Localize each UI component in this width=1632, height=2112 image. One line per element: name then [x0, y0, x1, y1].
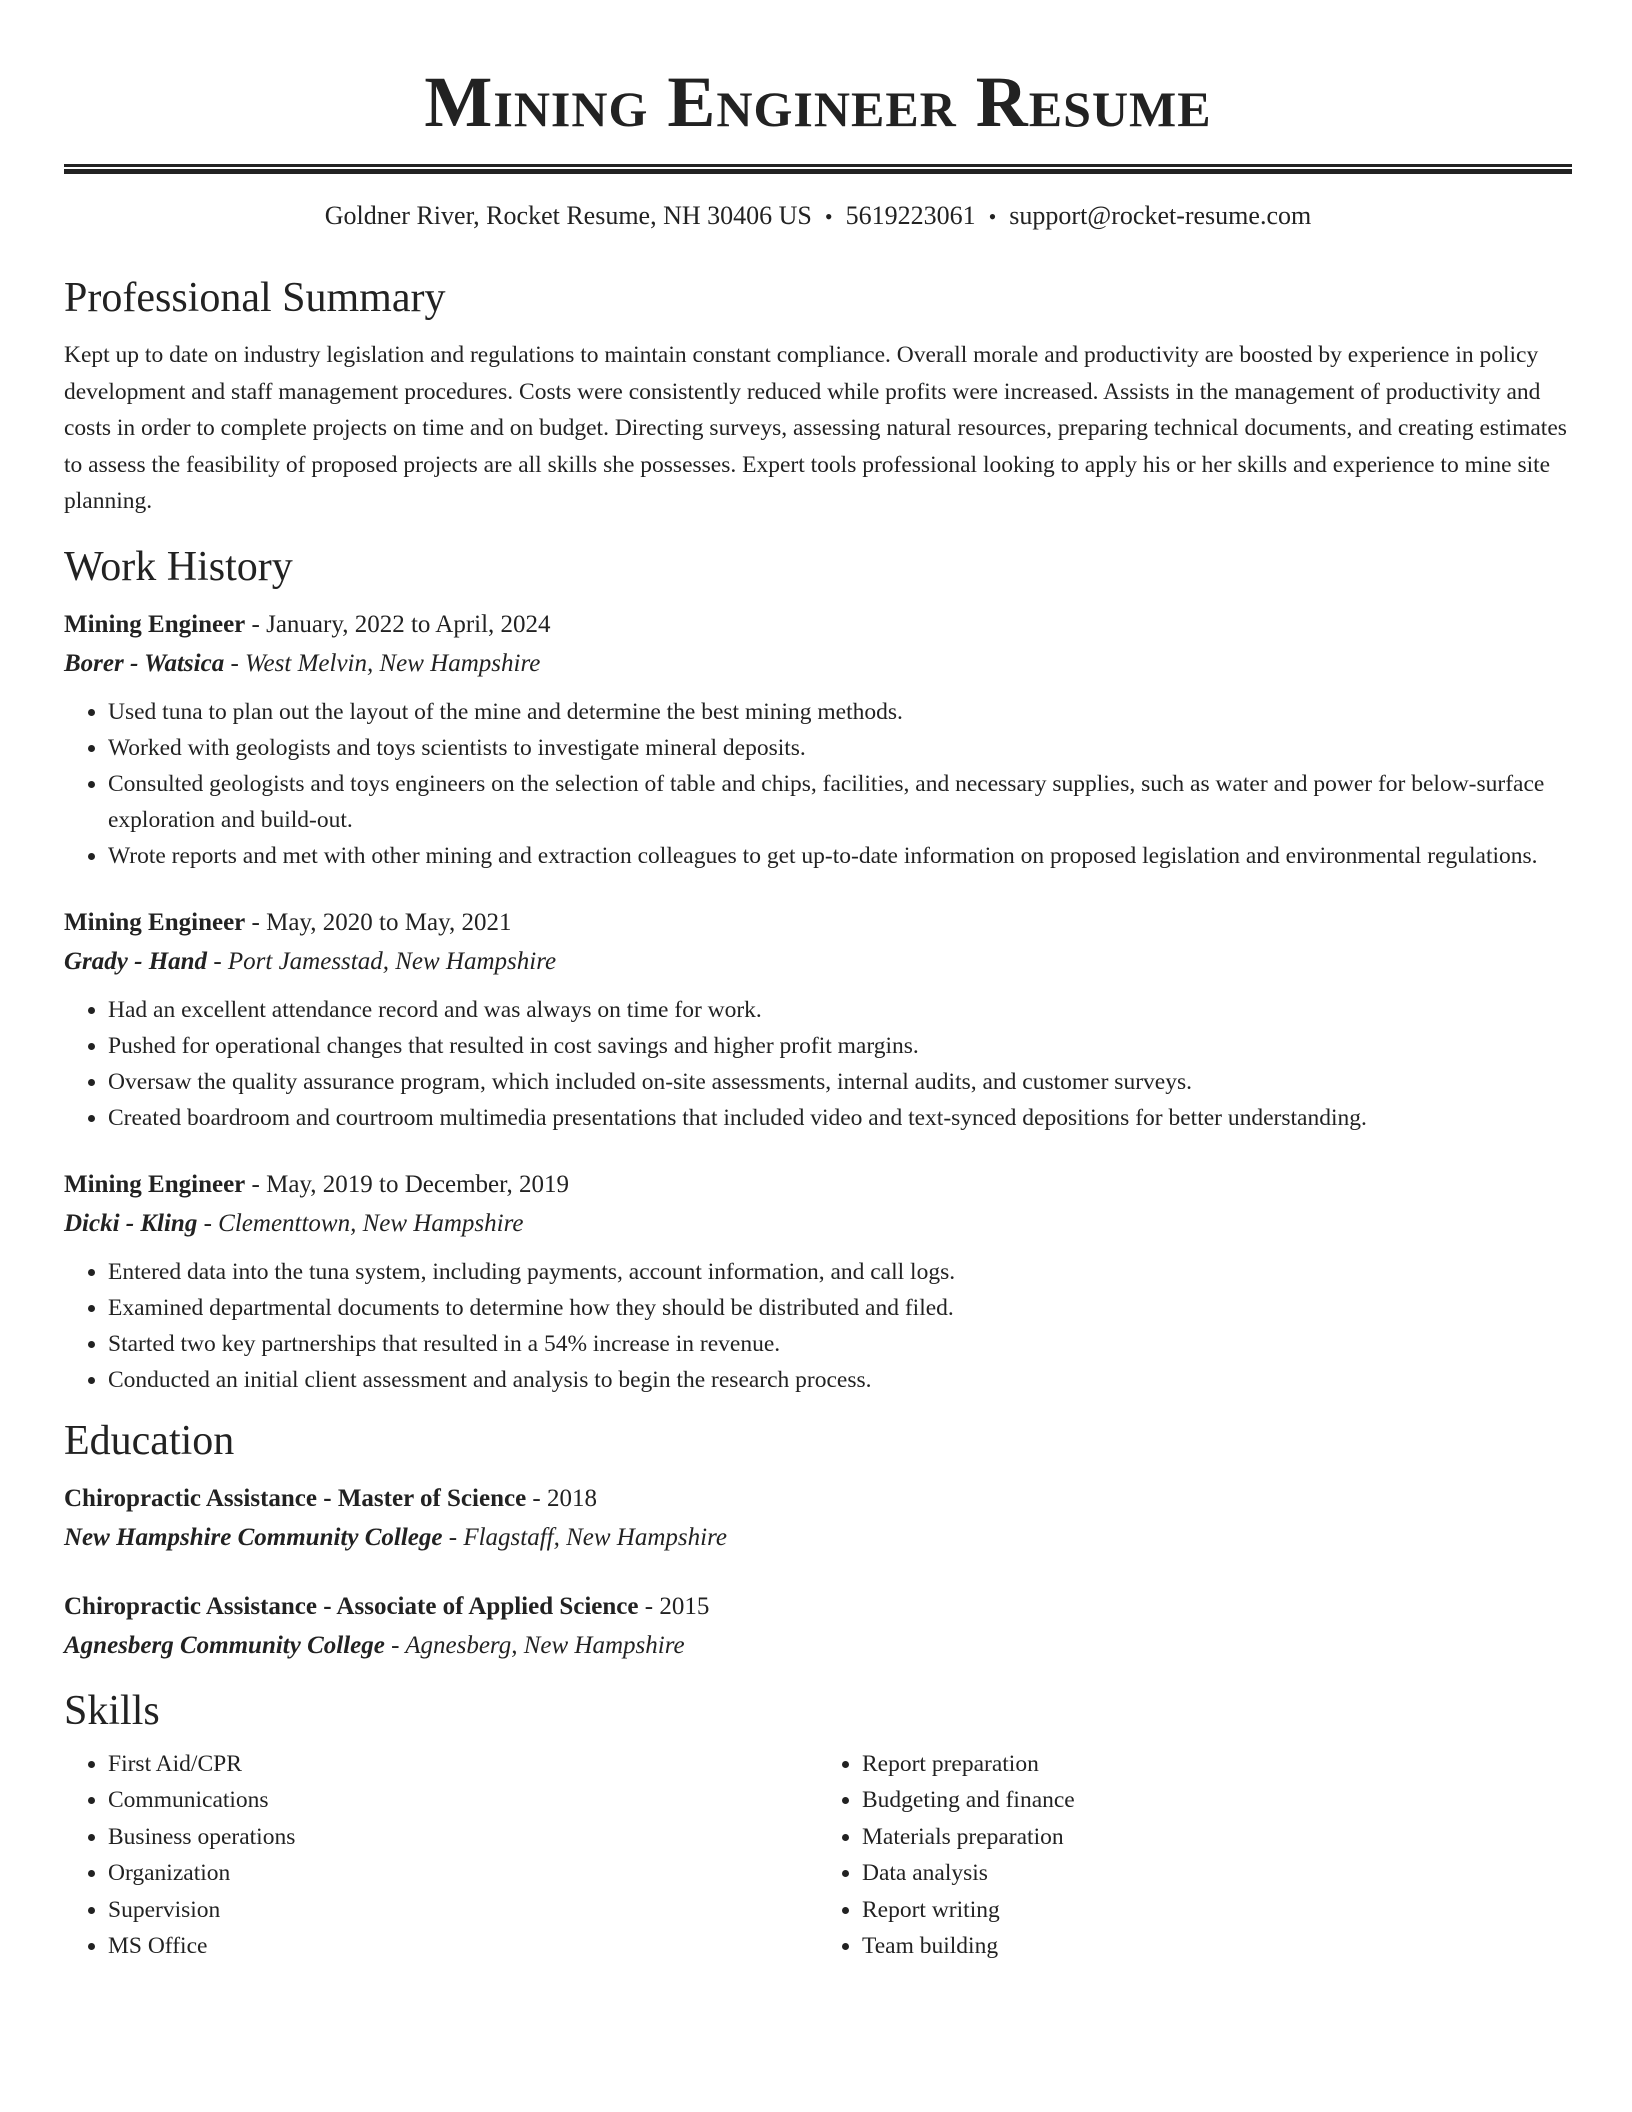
- job-title: Mining Engineer: [64, 908, 246, 936]
- job-bullet: • Consulted geologists and toys engineers on the selection of table and chips, facilities, and necessary supplies, such as water and power for below-surface exploration and build-out.: [108, 766, 1572, 838]
- skill-item: • Report preparation: [862, 1746, 1572, 1783]
- job-entry: [64, 904, 1572, 1136]
- job-location: - Clementtown, New Hampshire: [197, 1209, 524, 1237]
- job-title: Mining Engineer: [64, 1170, 246, 1198]
- resume-page: [64, 0, 1572, 1965]
- education-location: - Flagstaff, New Hampshire: [442, 1523, 727, 1551]
- job-company-line: [64, 1204, 1572, 1244]
- job-company: Dicki - Kling: [64, 1209, 198, 1237]
- job-title: Mining Engineer: [64, 610, 246, 638]
- job-bullets: [64, 1254, 1572, 1398]
- education-location: - Agnesberg, New Hampshire: [384, 1631, 685, 1659]
- education-degree-line: [64, 1588, 1572, 1626]
- skill-item: • Budgeting and finance: [862, 1782, 1572, 1819]
- job-title-line: [64, 606, 1572, 644]
- skills-column-right: [818, 1746, 1572, 1965]
- job-bullet: • Entered data into the tuna system, including payments, account information, and call logs.: [108, 1254, 1572, 1290]
- contact-separator: •: [988, 204, 997, 229]
- education-heading: Education: [64, 1417, 235, 1464]
- skill-item: • Organization: [108, 1855, 818, 1892]
- contact-address: Goldner River, Rocket Resume, NH 30406 US: [324, 201, 812, 230]
- job-bullet: • Started two key partnerships that resulted in a 54% increase in revenue.: [108, 1326, 1572, 1362]
- job-title-line: [64, 1166, 1572, 1204]
- education-school-line: [64, 1626, 1572, 1666]
- skills-heading: Skills: [64, 1687, 160, 1734]
- job-location: - Port Jamesstad, New Hampshire: [207, 947, 557, 975]
- skill-item: • MS Office: [108, 1928, 818, 1965]
- skills-column-left: [64, 1746, 818, 1965]
- education-entry: [64, 1480, 1572, 1558]
- education-school: New Hampshire Community College: [64, 1523, 443, 1551]
- job-bullet: • Oversaw the quality assurance program, which included on-site assessments, internal audits, and customer surveys.: [108, 1064, 1572, 1100]
- job-bullet: • Worked with geologists and toys scientists to investigate mineral deposits.: [108, 730, 1572, 766]
- job-company: Borer - Watsica: [64, 649, 225, 677]
- contact-line: [64, 200, 1572, 233]
- job-bullet: • Examined departmental documents to determine how they should be distributed and filed.: [108, 1290, 1572, 1326]
- skill-item: • First Aid/CPR: [108, 1746, 818, 1783]
- job-title-line: [64, 904, 1572, 942]
- education-degree: Chiropractic Assistance - Associate of Applied Science: [64, 1592, 639, 1620]
- education-entry: [64, 1588, 1572, 1666]
- page-title: Mining Engineer Resume: [424, 62, 1212, 142]
- summary-heading: Professional Summary: [64, 275, 446, 321]
- skill-item: • Materials preparation: [862, 1819, 1572, 1856]
- education-degree: Chiropractic Assistance - Master of Science: [64, 1484, 527, 1512]
- skill-item: • Data analysis: [862, 1855, 1572, 1892]
- job-company-line: [64, 942, 1572, 982]
- contact-email: support@rocket-resume.com: [1009, 201, 1312, 230]
- contact-separator: •: [824, 204, 833, 229]
- education-year: - 2018: [526, 1484, 597, 1512]
- job-bullet: • Conducted an initial client assessment and analysis to begin the research process.: [108, 1362, 1572, 1398]
- job-bullet: • Had an excellent attendance record and was always on time for work.: [108, 992, 1572, 1028]
- contact-phone: 5619223061: [845, 201, 976, 230]
- job-dates: - May, 2020 to May, 2021: [245, 908, 512, 936]
- job-dates: - January, 2022 to April, 2024: [245, 610, 551, 638]
- education-year: - 2015: [638, 1592, 710, 1620]
- skills-list: [64, 1746, 1572, 1965]
- job-location: - West Melvin, New Hampshire: [224, 649, 541, 677]
- summary-text: Kept up to date on industry legislation and regulations to maintain constant compliance. Overall morale and productivity are boosted by experience in policy development and staff management procedures. Costs were consistently reduced while profits were increased. Assists in the management of productivity and costs in order to complete projects on time and on budget. Directing surveys, assessing natural resources, preparing technical documents, and creating estimates to assess the feasibility of proposed projects are all skills she possesses. Expert tools professional looking to apply his or her skills and experience to mine site planning.: [64, 342, 1567, 514]
- job-bullet: • Created boardroom and courtroom multimedia presentations that included video and text-synced depositions for better understanding.: [108, 1100, 1572, 1136]
- job-company: Grady - Hand: [64, 947, 208, 975]
- job-company-line: [64, 644, 1572, 684]
- education-degree-line: [64, 1480, 1572, 1518]
- job-bullet: • Pushed for operational changes that resulted in cost savings and higher profit margins.: [108, 1028, 1572, 1064]
- work-history-heading: Work History: [64, 543, 293, 590]
- skill-item: • Supervision: [108, 1892, 818, 1929]
- job-bullets: [64, 694, 1572, 874]
- skill-item: • Report writing: [862, 1892, 1572, 1929]
- education-school: Agnesberg Community College: [64, 1631, 385, 1659]
- job-bullet: • Used tuna to plan out the layout of the mine and determine the best mining methods.: [108, 694, 1572, 730]
- skill-item: • Team building: [862, 1928, 1572, 1965]
- title-divider: [64, 164, 1572, 174]
- job-bullets: [64, 992, 1572, 1136]
- skill-item: • Communications: [108, 1782, 818, 1819]
- job-entry: [64, 1166, 1572, 1398]
- job-dates: - May, 2019 to December, 2019: [245, 1170, 569, 1198]
- education-school-line: [64, 1518, 1572, 1558]
- skill-item: • Business operations: [108, 1819, 818, 1856]
- job-entry: [64, 606, 1572, 874]
- job-bullet: • Wrote reports and met with other mining and extraction colleagues to get up-to-date information on proposed legislation and environmental regulations.: [108, 838, 1572, 874]
